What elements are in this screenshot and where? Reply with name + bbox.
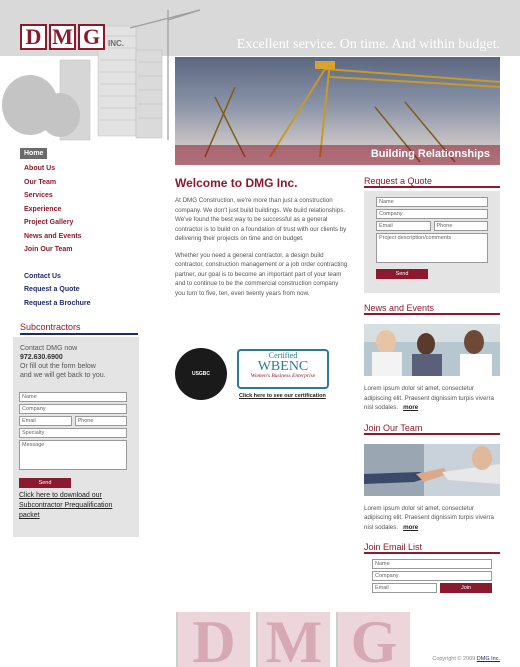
intro-paragraph: At DMG Construction, we're more than just a construction company. We don't just build buildings. We build relationships. We've found the best way to be successful as a general contractor is to build on a foundation of trust with our clients by delivering their projects on time and on budget. <box>175 197 347 242</box>
email-list-form <box>364 557 500 595</box>
prequalification-link[interactable]: Click here to download our Subcontractor Prequalification packet <box>19 492 113 519</box>
copyright-text: Copyright © 2009 <box>432 656 476 662</box>
join-heading: Join Our Team <box>364 423 500 435</box>
wbenc-badge <box>237 349 329 389</box>
news-text <box>364 384 500 413</box>
quote-company-field[interactable]: Company <box>376 209 488 219</box>
nav-gap <box>20 257 140 270</box>
sub-send-button[interactable]: Send <box>19 478 71 488</box>
subcontractors-panel <box>13 337 139 537</box>
sub-name-field[interactable]: Name <box>19 392 127 402</box>
quote-description-field[interactable]: Project description/comments <box>376 233 488 263</box>
certification-link[interactable]: Click here to see our certification <box>239 393 326 399</box>
news-body: Lorem ipsum dolor sit amet, consectetur adipiscing elit. Praesent dignissim turpis viverra nisl sodales. <box>364 385 494 411</box>
join-photo <box>364 444 500 496</box>
email-list-name-field[interactable]: Name <box>372 559 492 569</box>
join-text <box>364 504 500 533</box>
certification-badges <box>175 348 335 408</box>
copyright <box>432 656 500 662</box>
copyright-link[interactable]: DMG Inc. <box>476 656 500 662</box>
email-list-heading: Join Email List <box>364 542 500 554</box>
subcontractor-form <box>19 392 127 521</box>
nav-item-contact-us[interactable]: Contact Us <box>24 272 61 280</box>
logo-letter-m: M <box>49 24 76 50</box>
usgbc-label: USGBC <box>191 371 211 377</box>
page-title: Welcome to DMG Inc. <box>175 176 298 190</box>
news-more-link[interactable]: more <box>403 404 419 411</box>
nav-item-experience[interactable]: Experience <box>24 205 62 213</box>
tagline: Excellent service. On time. And within budget. <box>236 37 500 52</box>
email-list-join-button[interactable]: Join <box>440 583 492 593</box>
company-logo[interactable] <box>20 24 124 50</box>
nav-item-request-brochure[interactable]: Request a Brochure <box>24 299 91 307</box>
sub-contact-row <box>19 416 127 428</box>
quote-contact-row <box>376 221 488 233</box>
news-heading: News and Events <box>364 303 500 315</box>
nav-item-home[interactable]: Home <box>20 148 47 159</box>
main-nav <box>20 148 140 310</box>
sub-line1: Contact DMG now <box>20 345 78 352</box>
sub-company-field[interactable]: Company <box>19 404 127 414</box>
nav-item-request-quote[interactable]: Request a Quote <box>24 286 80 293</box>
nav-item-news-and-events[interactable]: News and Events <box>24 232 82 240</box>
join-body: Lorem ipsum dolor sit amet, consectetur adipiscing elit. Praesent dignissim turpis viverra nisl sodales. <box>364 504 494 531</box>
nav-item-services[interactable]: Services <box>24 192 53 199</box>
sub-line3: and we will get back to you. <box>20 372 106 379</box>
nav-item-about-us[interactable]: About Us <box>24 165 56 172</box>
services-paragraph: Whether you need a general contractor, a design build contractor, construction management or a job order contracting partner, our goal is to become an important part of your team and to continue to be the commercial construction company you turn to five, ten, even twenty years from now. <box>175 251 348 297</box>
hero-image <box>175 57 500 165</box>
join-more-link[interactable]: more <box>403 523 419 531</box>
quote-email-field[interactable]: Email <box>376 221 431 231</box>
footer-letter-d: D <box>176 612 250 667</box>
email-list-company-field[interactable]: Company <box>372 571 492 581</box>
footer-letter-g: G <box>336 612 410 667</box>
sub-specialty-field[interactable]: Specialty <box>19 428 127 438</box>
news-photo <box>364 324 500 376</box>
wbenc-subtitle: Women's Business Enterprise <box>250 373 316 379</box>
subcontractors-heading: Subcontractors <box>20 322 138 335</box>
email-list-email-field[interactable]: Email <box>372 583 437 593</box>
logo-letter-g: G <box>78 24 105 50</box>
sub-email-field[interactable]: Email <box>19 416 72 426</box>
email-list-email-row <box>372 583 492 593</box>
main-content <box>175 176 350 305</box>
usgbc-badge <box>175 348 227 400</box>
nav-item-our-team[interactable]: Our Team <box>24 178 57 186</box>
sub-line2: Or fill out the form below <box>20 363 96 370</box>
quote-panel <box>364 191 500 293</box>
hero-caption: Building Relationships <box>175 145 500 165</box>
wbenc-certified-label: Certified <box>268 351 298 360</box>
quote-heading: Request a Quote <box>364 176 500 188</box>
quote-name-field[interactable]: Name <box>376 197 488 207</box>
logo-letter-d: D <box>20 24 47 50</box>
nav-item-join-our-team[interactable]: Join Our Team <box>24 246 73 253</box>
quote-phone-field[interactable]: Phone <box>434 221 489 231</box>
wbenc-name: WBENC <box>257 359 309 374</box>
footer-logo-letters <box>176 612 416 667</box>
sub-phone: 972.630.6900 <box>20 354 63 361</box>
sub-phone-field[interactable]: Phone <box>75 416 128 426</box>
sub-message-field[interactable]: Message <box>19 440 127 470</box>
quote-send-button[interactable]: Send <box>376 269 428 279</box>
footer-letter-m: M <box>256 612 330 667</box>
nav-item-project-gallery[interactable]: Project Gallery <box>24 219 74 226</box>
logo-inc: INC. <box>108 39 124 48</box>
right-column <box>364 176 500 595</box>
